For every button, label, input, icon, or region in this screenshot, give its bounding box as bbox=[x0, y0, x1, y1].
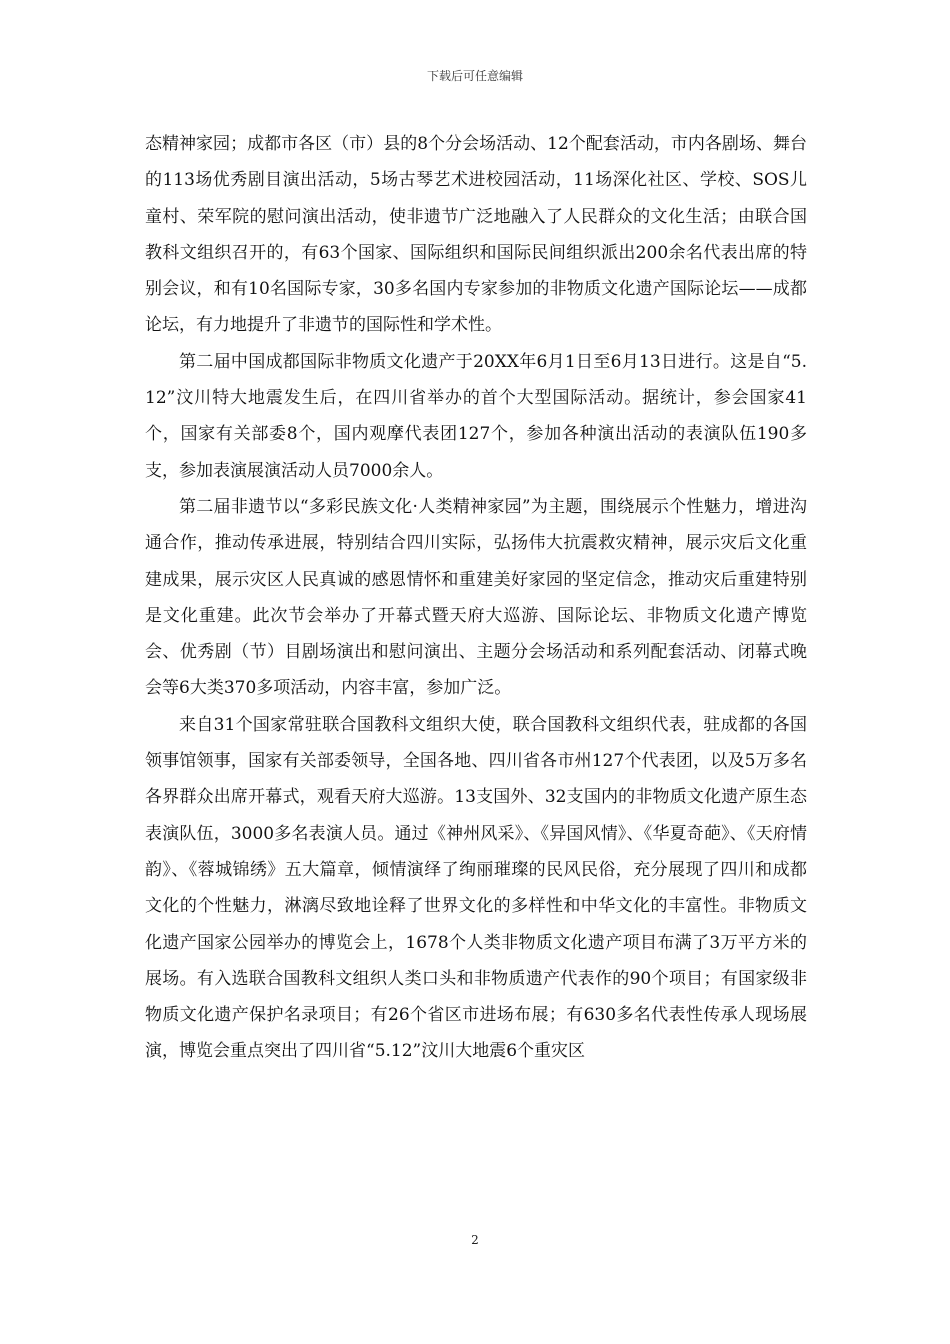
paragraph-2: 第二届中国成都国际非物质文化遗产于20XX年6月1日至6月13日进行。这是自“5.12”汶川特大地震发生后，在四川省举办的首个大型国际活动。据统计，参会国家41个，国家有关部委8个，国内观摩代表团127个，参加各种演出活动的表演队伍190多支，参加表演展演活动人员7000余人。 bbox=[145, 351, 807, 481]
paragraph-3: 第二届非遗节以“多彩民族文化·人类精神家园”为主题，围绕展示个性魅力，增进沟通合作，推动传承进展，特别结合四川实际，弘扬伟大抗震救灾精神，展示灾后文化重建成果，展示灾区人民真诚的感恩情怀和重建美好家园的坚定信念，推动灾后重建特别是文化重建。此次节会举办了开幕式暨天府大巡游、国际论坛、非物质文化遗产博览会、优秀剧（节）目剧场演出和慰问演出、主题分会场活动和系列配套活动、闭幕式晚会等6大类370多项活动，内容丰富，参加广泛。 bbox=[145, 496, 807, 699]
paragraph-4: 来自31个国家常驻联合国教科文组织大使，联合国教科文组织代表，驻成都的各国领事馆领事，国家有关部委领导，全国各地、四川省各市州127个代表团，以及5万多名各界群众出席开幕式，观看天府大巡游。13支国外、32支国内的非物质文化遗产原生态表演队伍，3000多名表演人员。通过《神州风采》、《异国风情》、《华夏奇葩》、《天府情韵》、《蓉城锦绣》五大篇章，倾情演绎了绚丽璀璨的民风民俗，充分展现了四川和成都文化的个性魅力，淋漓尽致地诠释了世界文化的多样性和中华文化的丰富性。非物质文化遗产国家公园举办的博览会上，1678个人类非物质文化遗产项目布满了3万平方米的展场。有入选联合国教科文组织人类口头和非物质遗产代表作的90个项目；有国家级非物质文化遗产保护名录项目；有26个省区市进场布展；有630多名代表性传承人现场展演，博览会重点突出了四川省“5.12”汶川大地震6个重灾区 bbox=[145, 714, 807, 1062]
page-header: 下载后可任意编辑 bbox=[426, 69, 523, 83]
paragraph-1: 态精神家园；成都市各区（市）县的8个分会场活动、12个配套活动，市内各剧场、舞台的113场优秀剧目演出活动，5场古琴艺术进校园活动，11场深化社区、学校、SOS儿童村、荣军院的慰问演出活动，使非遗节广泛地融入了人民群众的文化生活；由联合国教科文组织召开的，有63个国家、国际组织和国际民间组织派出200余名代表出席的特别会议，和有10名国际专家，30多名国内专家参加的非物质文化遗产国际论坛——成都论坛，有力地提升了非遗节的国际性和学术性。 bbox=[145, 134, 807, 336]
document-body bbox=[145, 126, 807, 1070]
page-number: 2 bbox=[471, 1233, 479, 1247]
